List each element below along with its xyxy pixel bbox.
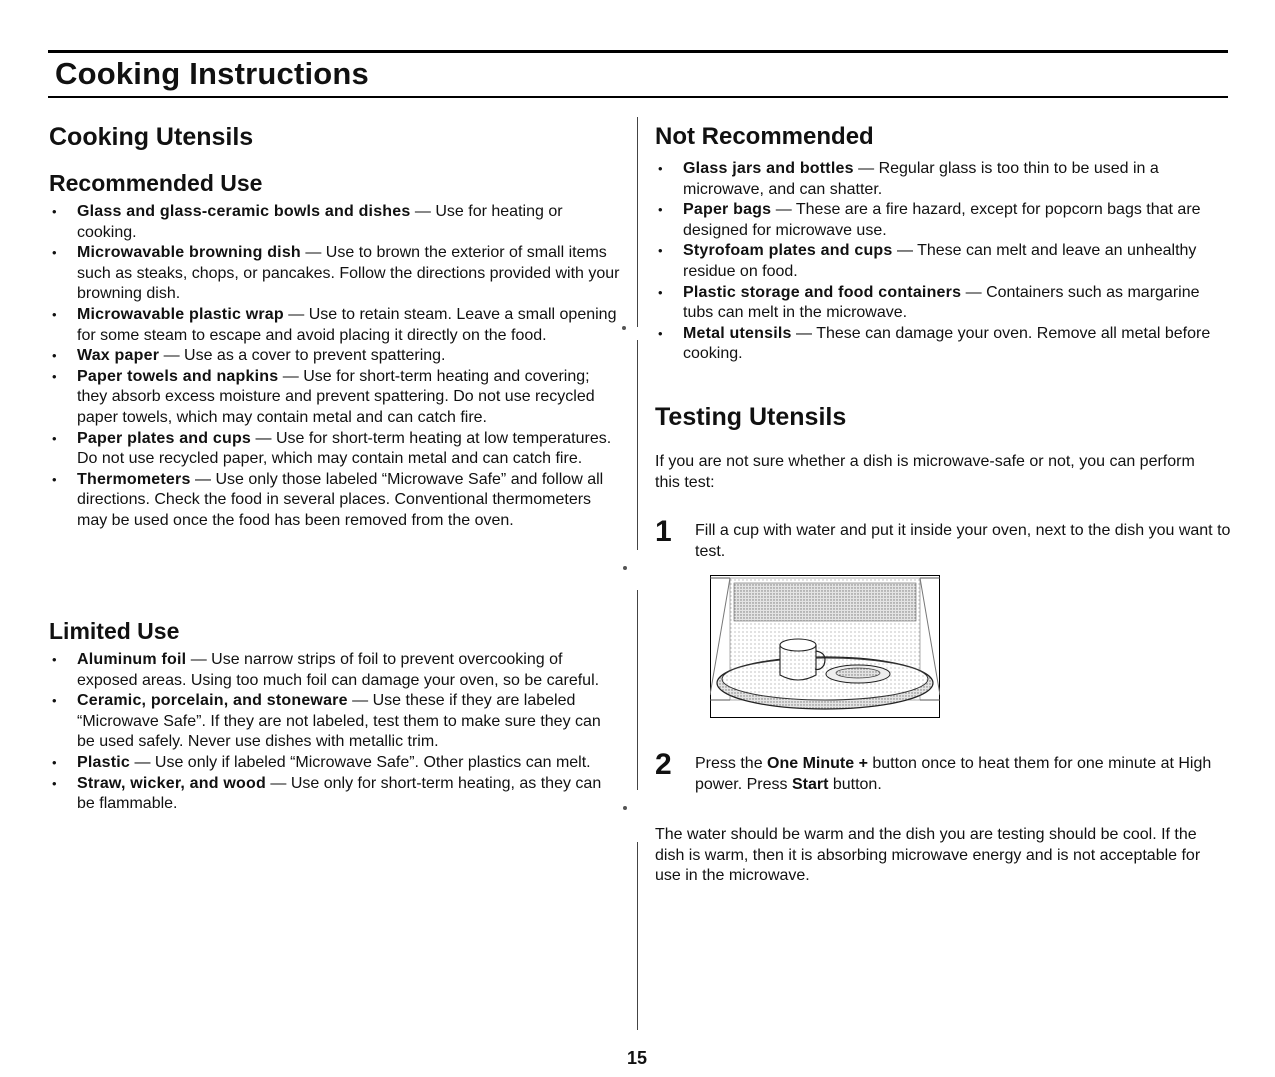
bullet-icon: • <box>658 161 663 176</box>
list-item <box>49 429 621 470</box>
item-description: Use to brown the exterior of small items such as steaks, chops, or pancakes. Follow the directions provided with your browning dish. <box>77 244 620 303</box>
testing-utensils-heading: Testing Utensils <box>655 403 847 431</box>
column-divider <box>637 842 638 1030</box>
step-text-part: button. <box>828 775 882 793</box>
list-item <box>49 753 621 774</box>
item-term: Aluminum foil <box>77 651 187 668</box>
list-item <box>49 691 621 753</box>
item-description: Use only if labeled “Microwave Safe”. Other plastics can melt. <box>154 753 591 771</box>
item-separator: — <box>251 429 276 447</box>
page-title: Cooking Instructions <box>55 56 369 91</box>
testing-conclusion: The water should be warm and the dish you are testing should be cool. If the dish is warm, then it is absorbing microwave energy and is not acceptable for use in the microwave. <box>655 826 1201 885</box>
bullet-icon: • <box>52 204 57 219</box>
item-description: Use these if they are labeled “Microwave Safe”. If they are not labeled, test them to make sure they can be used safely. Never use dishes with metallic trim. <box>77 692 601 751</box>
list-item <box>49 470 621 532</box>
list-item <box>655 241 1230 282</box>
bullet-icon: • <box>658 284 663 300</box>
item-separator: — <box>283 305 309 323</box>
list-item <box>49 346 621 367</box>
list-item <box>655 159 1230 200</box>
item-description: These are a fire hazard, except for popcorn bags that are designed for microwave use. <box>683 201 1201 239</box>
item-term: Plastic <box>77 753 130 771</box>
item-separator: — <box>130 753 155 771</box>
bullet-icon: • <box>52 652 57 667</box>
column-divider <box>637 590 638 790</box>
item-description: These can damage your oven. Remove all metal before cooking. <box>683 324 1211 363</box>
item-description: Containers such as margarine tubs can melt in the microwave. <box>683 283 1200 322</box>
item-description: Use for short-term heating at low temperatures. Do not use recycled paper, which may contain metal and can catch fire. <box>77 429 612 468</box>
microwave-interior-illustration <box>710 575 940 718</box>
not-recommended-heading: Not Recommended <box>655 123 874 150</box>
binding-hole-marker <box>623 806 627 810</box>
bullet-icon: • <box>658 325 663 341</box>
step-text: Fill a cup with water and put it inside your oven, next to the dish you want to test. <box>695 522 1231 560</box>
item-separator: — <box>265 774 291 792</box>
item-term: Ceramic, porcelain, and stoneware <box>77 692 348 710</box>
bullet-icon: • <box>52 430 57 446</box>
item-term: Metal utensils <box>683 324 792 342</box>
item-term: Paper towels and napkins <box>77 367 279 385</box>
step-text-part: button once to heat them for one minute at High power. Press <box>695 755 1212 793</box>
list-item <box>655 200 1230 241</box>
item-separator: — <box>853 160 879 177</box>
item-term: Straw, wicker, and wood <box>77 774 266 792</box>
item-description: Regular glass is too thin to be used in a microwave, and can shatter. <box>683 160 1159 198</box>
testing-intro: If you are not sure whether a dish is microwave-safe or not, you can perform this test: <box>655 453 1195 491</box>
page-number: 15 <box>627 1048 648 1068</box>
item-separator: — <box>791 324 817 342</box>
item-term: Plastic storage and food containers <box>683 283 962 301</box>
item-description: Use to retain steam. Leave a small opening for some steam to escape and avoid placing it directly on the food. <box>77 305 617 344</box>
bullet-icon: • <box>52 471 57 487</box>
bullet-icon: • <box>52 754 57 770</box>
item-description: Use narrow strips of foil to prevent overcooking of exposed areas. Using too much foil can damage your oven, so be careful. <box>77 651 600 689</box>
item-separator: — <box>190 470 216 488</box>
bullet-icon: • <box>52 775 57 791</box>
header-rule-bottom <box>48 96 1228 98</box>
list-item <box>49 774 621 815</box>
bullet-icon: • <box>52 693 57 709</box>
list-item <box>49 650 621 691</box>
item-term: Microwavable browning dish <box>77 244 301 262</box>
item-term: Styrofoam plates and cups <box>683 242 893 260</box>
item-description: These can melt and leave an unhealthy residue on food. <box>683 242 1197 280</box>
item-description: Use only those labeled “Microwave Safe” and follow all directions. Check the food in several places. Conventional thermometers may be used once the food has been removed from the oven. <box>77 470 604 529</box>
item-description: Use as a cover to prevent spattering. <box>184 347 446 365</box>
recommended-use-heading: Recommended Use <box>49 170 263 196</box>
step-text <box>695 754 1235 795</box>
item-separator: — <box>347 692 373 710</box>
bullet-icon: • <box>52 368 57 384</box>
column-divider <box>637 117 638 327</box>
start-button-label: Start <box>791 775 829 793</box>
item-separator: — <box>300 244 326 262</box>
item-separator: — <box>771 201 796 219</box>
bullet-icon: • <box>52 348 57 364</box>
item-term: Wax paper <box>77 347 160 365</box>
item-separator: — <box>186 651 212 668</box>
step-number: 2 <box>655 748 672 781</box>
item-term: Thermometers <box>77 470 191 488</box>
list-item <box>49 243 621 305</box>
item-separator: — <box>278 367 304 385</box>
header-rule-top <box>48 50 1228 53</box>
one-minute-button-label: One Minute + <box>767 755 868 772</box>
column-divider <box>637 340 638 550</box>
step-number: 1 <box>655 515 672 548</box>
item-separator: — <box>159 347 185 365</box>
list-item <box>49 202 621 243</box>
recommended-list <box>49 202 621 532</box>
cooking-utensils-heading: Cooking Utensils <box>49 123 254 151</box>
bullet-icon: • <box>658 202 663 218</box>
bullet-icon: • <box>658 243 663 259</box>
bullet-icon: • <box>52 245 57 261</box>
limited-list <box>49 650 621 815</box>
item-term: Glass and glass-ceramic bowls and dishes <box>77 203 411 220</box>
item-term: Microwavable plastic wrap <box>77 305 284 323</box>
item-description: Use for heating or cooking. <box>77 203 563 241</box>
binding-hole-marker <box>623 566 627 570</box>
step-text-part: Press the <box>695 755 768 772</box>
item-description: Use only for short-term heating, as they can be flammable. <box>77 774 602 813</box>
binding-hole-marker <box>622 326 626 330</box>
list-item <box>655 324 1230 365</box>
bullet-icon: • <box>52 306 57 322</box>
item-separator: — <box>961 283 987 301</box>
list-item <box>49 305 621 346</box>
list-item <box>49 367 621 429</box>
list-item <box>655 283 1230 324</box>
not-recommended-list <box>655 159 1230 365</box>
item-separator: — <box>410 203 436 220</box>
limited-use-heading: Limited Use <box>49 618 180 644</box>
microwave-test-illustration <box>710 575 940 718</box>
item-term: Glass jars and bottles <box>683 160 854 177</box>
item-term: Paper plates and cups <box>77 429 252 447</box>
item-term: Paper bags <box>683 201 772 219</box>
item-description: Use for short-term heating and covering; they absorb excess moisture and prevent spattering. Do not use recycled paper towels, which may contain metal and can catch fire. <box>77 367 595 426</box>
item-separator: — <box>892 242 918 260</box>
